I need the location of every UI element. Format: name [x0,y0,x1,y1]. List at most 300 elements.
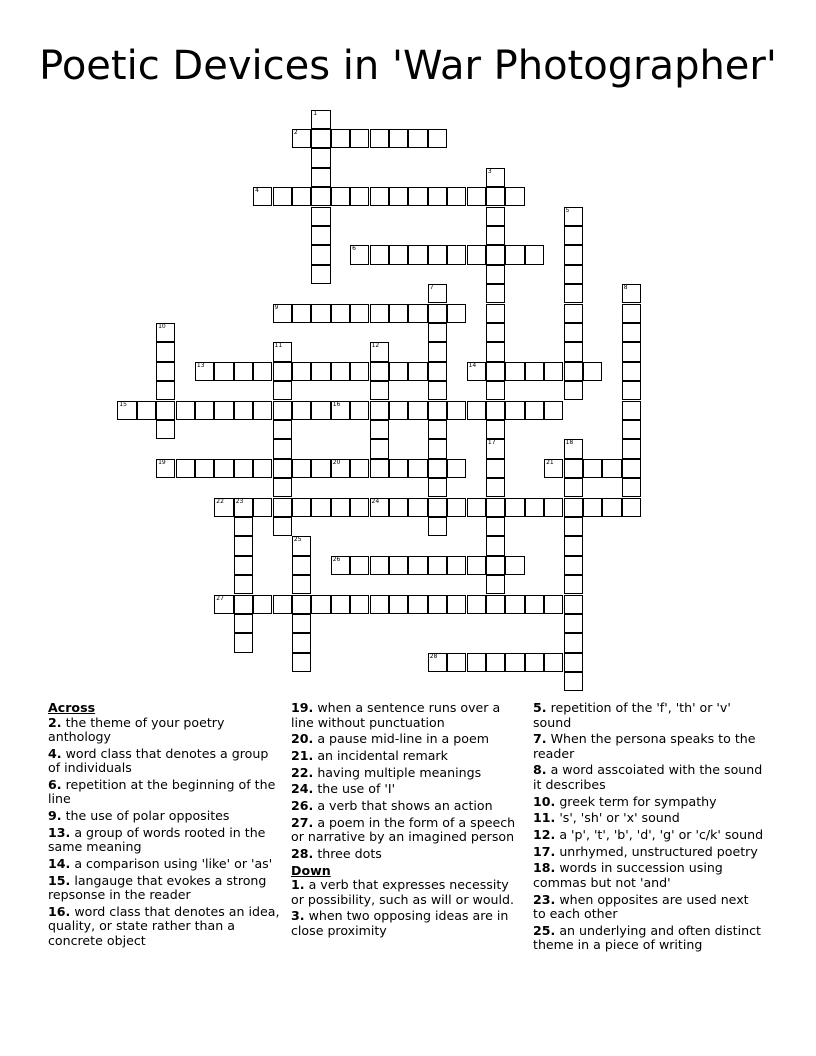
grid-cell[interactable] [408,304,427,323]
grid-cell[interactable] [505,556,524,575]
grid-cell[interactable] [350,129,369,148]
cell-number: 11 [274,342,283,350]
grid-cell[interactable] [292,633,311,652]
grid-cell[interactable] [467,556,486,575]
grid-cell[interactable] [117,401,136,420]
grid-cell[interactable] [583,362,602,381]
grid-cell[interactable] [428,245,447,264]
grid-cell[interactable] [486,459,505,478]
grid-cell[interactable] [273,439,292,458]
clue-text: an incidental remark [313,747,448,763]
grid-cell[interactable] [622,459,641,478]
grid-cell[interactable] [564,556,583,575]
clue-text: the use of polar opposites [61,808,230,824]
grid-cell[interactable] [408,362,427,381]
grid-cell[interactable] [428,342,447,361]
grid-cell[interactable] [370,362,389,381]
grid-cell[interactable] [234,556,253,575]
clue-item [291,909,523,938]
grid-cell[interactable] [273,478,292,497]
grid-cell[interactable] [447,304,466,323]
grid-cell[interactable] [525,401,544,420]
grid-cell[interactable] [370,556,389,575]
clue-item [533,861,765,890]
grid-cell[interactable] [486,653,505,672]
grid-cell[interactable] [408,245,427,264]
grid-cell[interactable] [137,401,156,420]
grid-cell[interactable] [447,245,466,264]
clue-item [533,924,765,953]
grid-cell[interactable] [311,148,330,167]
grid-cell[interactable] [331,595,350,614]
grid-cell[interactable] [370,342,389,361]
grid-cell[interactable] [525,245,544,264]
grid-cell[interactable] [389,245,408,264]
grid-cell[interactable] [622,304,641,323]
grid-cell[interactable] [622,401,641,420]
clue-number: 9. [48,808,62,824]
grid-cell[interactable] [428,187,447,206]
grid-cell[interactable] [253,459,272,478]
grid-cell[interactable] [467,245,486,264]
grid-cell[interactable] [389,401,408,420]
grid-cell[interactable] [583,498,602,517]
grid-cell[interactable] [370,420,389,439]
grid-cell[interactable] [428,498,447,517]
grid-cell[interactable] [292,129,311,148]
grid-cell[interactable] [311,498,330,517]
clue-item [533,811,765,826]
grid-cell[interactable] [602,498,621,517]
grid-cell[interactable] [389,187,408,206]
grid-cell[interactable] [370,595,389,614]
grid-cell[interactable] [156,401,175,420]
clue-item [291,878,523,907]
grid-cell[interactable] [525,595,544,614]
grid-cell[interactable] [273,362,292,381]
grid-cell[interactable] [350,459,369,478]
grid-cell[interactable] [505,401,524,420]
grid-cell[interactable] [544,362,563,381]
clue-item [291,701,523,730]
clue-item [291,782,523,797]
grid-cell[interactable] [564,381,583,400]
grid-cell[interactable] [292,304,311,323]
clue-text: having multiple meanings [313,764,482,780]
grid-cell[interactable] [564,284,583,303]
grid-cell[interactable] [408,459,427,478]
cell-number: 5 [565,206,570,214]
grid-cell[interactable] [428,381,447,400]
grid-cell[interactable] [622,362,641,381]
grid-cell[interactable] [331,401,350,420]
grid-cell[interactable] [234,614,253,633]
grid-cell[interactable] [564,439,583,458]
grid-cell[interactable] [505,498,524,517]
grid-cell[interactable] [505,362,524,381]
grid-cell[interactable] [311,226,330,245]
grid-cell[interactable] [486,498,505,517]
grid-cell[interactable] [311,207,330,226]
grid-cell[interactable] [214,595,233,614]
grid-cell[interactable] [195,362,214,381]
grid-cell[interactable] [467,187,486,206]
grid-cell[interactable] [428,401,447,420]
grid-cell[interactable] [331,459,350,478]
clue-item [291,766,523,781]
grid-cell[interactable] [544,498,563,517]
grid-cell[interactable] [447,187,466,206]
grid-cell[interactable] [214,401,233,420]
down-heading: Down [291,862,331,878]
grid-cell[interactable] [583,459,602,478]
clue-item [533,763,765,792]
grid-cell[interactable] [622,342,641,361]
grid-cell[interactable] [564,614,583,633]
grid-cell[interactable] [486,187,505,206]
grid-cell[interactable] [292,498,311,517]
grid-cell[interactable] [486,342,505,361]
cell-number: 10 [158,322,166,330]
grid-cell[interactable] [370,304,389,323]
grid-cell[interactable] [486,401,505,420]
clue-number: 27. [291,814,314,830]
grid-cell[interactable] [564,478,583,497]
grid-cell[interactable] [195,459,214,478]
grid-cell[interactable] [234,575,253,594]
cell-number: 21 [546,458,554,466]
grid-cell[interactable] [505,595,524,614]
grid-cell[interactable] [428,284,447,303]
grid-cell[interactable] [408,187,427,206]
grid-cell[interactable] [622,284,641,303]
clue-text: words in succession using commas but not 'and' [533,860,723,890]
grid-cell[interactable] [486,517,505,536]
grid-cell[interactable] [292,187,311,206]
grid-cell[interactable] [331,498,350,517]
grid-cell[interactable] [311,362,330,381]
grid-cell[interactable] [156,459,175,478]
clue-number: 5. [533,700,547,715]
clue-item [48,857,280,872]
grid-cell[interactable] [273,342,292,361]
grid-cell[interactable] [428,362,447,381]
grid-cell[interactable] [428,323,447,342]
grid-cell[interactable] [467,595,486,614]
grid-cell[interactable] [370,245,389,264]
grid-cell[interactable] [234,401,253,420]
grid-cell[interactable] [311,459,330,478]
grid-cell[interactable] [428,129,447,148]
grid-cell[interactable] [292,556,311,575]
grid-cell[interactable] [273,304,292,323]
grid-cell[interactable] [408,498,427,517]
grid-cell[interactable] [234,633,253,652]
clue-number: 20. [291,731,314,747]
grid-cell[interactable] [331,187,350,206]
grid-cell[interactable] [408,595,427,614]
grid-cell[interactable] [428,304,447,323]
grid-cell[interactable] [253,401,272,420]
grid-cell[interactable] [195,401,214,420]
grid-cell[interactable] [273,381,292,400]
grid-cell[interactable] [505,187,524,206]
grid-cell[interactable] [467,653,486,672]
grid-cell[interactable] [428,556,447,575]
grid-cell[interactable] [564,633,583,652]
grid-cell[interactable] [428,478,447,497]
grid-cell[interactable] [234,498,253,517]
grid-cell[interactable] [564,323,583,342]
grid-cell[interactable] [428,653,447,672]
grid-cell[interactable] [311,187,330,206]
grid-cell[interactable] [156,362,175,381]
grid-cell[interactable] [311,129,330,148]
grid-cell[interactable] [370,498,389,517]
grid-cell[interactable] [486,595,505,614]
grid-cell[interactable] [292,401,311,420]
grid-cell[interactable] [622,381,641,400]
grid-cell[interactable] [486,478,505,497]
grid-cell[interactable] [544,459,563,478]
grid-cell[interactable] [622,478,641,497]
grid-cell[interactable] [273,517,292,536]
grid-cell[interactable] [447,459,466,478]
grid-cell[interactable] [408,556,427,575]
clue-item [291,816,523,845]
grid-cell[interactable] [486,168,505,187]
clue-text: a 'p', 't', 'b', 'd', 'g' or 'c/k' sound [555,826,764,842]
grid-cell[interactable] [311,401,330,420]
grid-cell[interactable] [311,245,330,264]
grid-cell[interactable] [234,517,253,536]
grid-cell[interactable] [525,498,544,517]
clue-text: a group of words rooted in the same meaning [48,824,266,855]
grid-cell[interactable] [292,459,311,478]
grid-cell[interactable] [486,226,505,245]
grid-cell[interactable] [505,653,524,672]
grid-cell[interactable] [389,556,408,575]
grid-cell[interactable] [273,459,292,478]
grid-cell[interactable] [350,595,369,614]
cell-number: 4 [255,187,259,195]
grid-cell[interactable] [234,536,253,555]
grid-cell[interactable] [602,459,621,478]
grid-cell[interactable] [253,187,272,206]
grid-cell[interactable] [370,187,389,206]
grid-cell[interactable] [234,362,253,381]
grid-cell[interactable] [447,595,466,614]
grid-cell[interactable] [156,323,175,342]
grid-cell[interactable] [428,595,447,614]
cell-number: 27 [216,594,224,602]
grid-cell[interactable] [505,245,524,264]
clue-item [48,747,280,776]
grid-cell[interactable] [486,381,505,400]
grid-cell[interactable] [428,517,447,536]
clue-item [291,847,523,862]
clue-number: 22. [291,764,314,780]
grid-cell[interactable] [389,304,408,323]
grid-cell[interactable] [564,342,583,361]
grid-cell[interactable] [350,556,369,575]
grid-cell[interactable] [486,245,505,264]
grid-cell[interactable] [486,439,505,458]
clue-item [48,716,280,745]
grid-cell[interactable] [350,401,369,420]
grid-cell[interactable] [622,498,641,517]
grid-cell[interactable] [234,459,253,478]
grid-cell[interactable] [292,653,311,672]
grid-cell[interactable] [292,362,311,381]
grid-cell[interactable] [428,420,447,439]
grid-cell[interactable] [564,459,583,478]
grid-cell[interactable] [350,304,369,323]
grid-cell[interactable] [156,342,175,361]
grid-cell[interactable] [622,420,641,439]
grid-cell[interactable] [564,536,583,555]
grid-cell[interactable] [273,420,292,439]
clue-item [533,828,765,843]
grid-cell[interactable] [428,459,447,478]
clue-text: 's', 'sh' or 'x' sound [555,810,680,826]
grid-cell[interactable] [564,265,583,284]
grid-cell[interactable] [214,459,233,478]
grid-cell[interactable] [350,362,369,381]
grid-cell[interactable] [486,265,505,284]
grid-cell[interactable] [564,672,583,691]
grid-cell[interactable] [214,498,233,517]
clue-text: a verb that shows an action [313,797,493,813]
grid-cell[interactable] [486,420,505,439]
grid-cell[interactable] [564,245,583,264]
grid-cell[interactable] [156,381,175,400]
grid-cell[interactable] [389,595,408,614]
grid-cell[interactable] [253,362,272,381]
grid-cell[interactable] [564,304,583,323]
grid-cell[interactable] [292,575,311,594]
grid-cell[interactable] [544,401,563,420]
grid-cell[interactable] [331,362,350,381]
cell-number: 26 [332,555,341,563]
grid-cell[interactable] [331,556,350,575]
grid-cell[interactable] [273,498,292,517]
grid-cell[interactable] [486,207,505,226]
grid-cell[interactable] [564,653,583,672]
grid-cell[interactable] [447,556,466,575]
grid-cell[interactable] [350,245,369,264]
grid-cell[interactable] [273,401,292,420]
cell-number: 13 [196,361,205,369]
grid-cell[interactable] [564,226,583,245]
grid-cell[interactable] [331,129,350,148]
grid-cell[interactable] [564,595,583,614]
grid-cell[interactable] [292,536,311,555]
grid-cell[interactable] [467,362,486,381]
clue-item [533,845,765,860]
grid-cell[interactable] [350,498,369,517]
grid-cell[interactable] [176,459,195,478]
clue-item [533,732,765,761]
grid-cell[interactable] [292,614,311,633]
grid-cell[interactable] [467,498,486,517]
grid-cell[interactable] [176,401,195,420]
grid-cell[interactable] [544,653,563,672]
grid-cell[interactable] [331,304,350,323]
grid-cell[interactable] [428,439,447,458]
clue-number: 23. [533,891,556,907]
grid-cell[interactable] [486,323,505,342]
grid-cell[interactable] [273,187,292,206]
grid-cell[interactable] [311,304,330,323]
grid-cell[interactable] [389,498,408,517]
clue-number: 6. [48,776,62,792]
clue-number: 7. [533,731,547,747]
grid-cell[interactable] [564,498,583,517]
clue-number: 16. [48,903,71,919]
grid-cell[interactable] [389,129,408,148]
clue-column-1 [48,701,280,951]
grid-cell[interactable] [311,110,330,129]
clue-number: 24. [291,781,314,797]
clue-text: when a sentence runs over a line without punctuation [291,700,501,730]
grid-cell[interactable] [486,284,505,303]
clue-item [48,874,280,903]
grid-cell[interactable] [156,420,175,439]
grid-cell[interactable] [486,536,505,555]
grid-cell[interactable] [486,304,505,323]
grid-cell[interactable] [486,362,505,381]
grid-cell[interactable] [564,207,583,226]
grid-cell[interactable] [253,595,272,614]
grid-cell[interactable] [311,168,330,187]
grid-cell[interactable] [447,498,466,517]
grid-cell[interactable] [408,401,427,420]
grid-cell[interactable] [214,362,233,381]
grid-cell[interactable] [486,556,505,575]
grid-cell[interactable] [370,459,389,478]
grid-cell[interactable] [234,595,253,614]
grid-cell[interactable] [467,401,486,420]
grid-cell[interactable] [525,653,544,672]
grid-cell[interactable] [564,575,583,594]
grid-cell[interactable] [253,498,272,517]
cell-number: 9 [274,303,279,311]
grid-cell[interactable] [408,129,427,148]
grid-cell[interactable] [370,129,389,148]
grid-cell[interactable] [622,439,641,458]
grid-cell[interactable] [389,459,408,478]
grid-cell[interactable] [622,323,641,342]
grid-cell[interactable] [544,595,563,614]
grid-cell[interactable] [350,187,369,206]
grid-cell[interactable] [370,401,389,420]
grid-cell[interactable] [447,401,466,420]
grid-cell[interactable] [564,362,583,381]
grid-cell[interactable] [311,595,330,614]
grid-cell[interactable] [389,362,408,381]
grid-cell[interactable] [273,595,292,614]
grid-cell[interactable] [447,653,466,672]
grid-cell[interactable] [486,575,505,594]
grid-cell[interactable] [370,381,389,400]
grid-cell[interactable] [370,439,389,458]
clue-text: the use of 'I' [313,781,396,797]
grid-cell[interactable] [564,517,583,536]
grid-cell[interactable] [292,595,311,614]
grid-cell[interactable] [311,265,330,284]
grid-cell[interactable] [525,362,544,381]
